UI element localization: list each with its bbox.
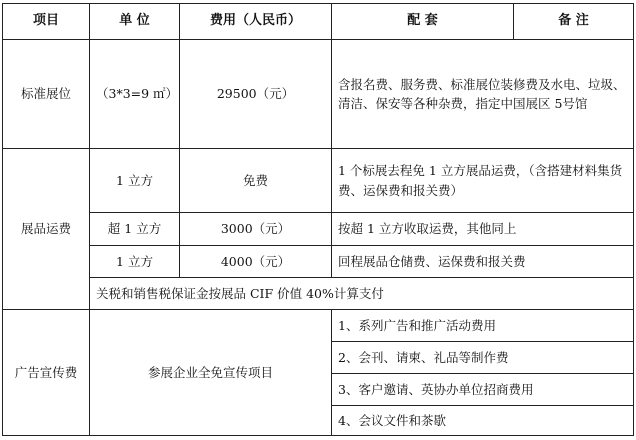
shipping-unit-2: 超 1 立方 <box>90 213 180 246</box>
standard-booth-unit: （3*3=9 ㎡） <box>90 40 180 149</box>
shipping-tax-note: 关税和销售税保证金按展品 CIF 价值 40%计算支付 <box>90 278 634 310</box>
shipping-package-3: 回程展品仓储费、运保费和报关费 <box>332 246 634 278</box>
shipping-row-2 <box>3 213 634 246</box>
shipping-unit-3: 1 立方 <box>90 246 180 278</box>
header-item: 项目 <box>3 4 90 40</box>
advertising-list-item-2: 2、会刊、请柬、礼品等制作费 <box>332 342 634 374</box>
advertising-row-1 <box>3 310 634 342</box>
shipping-package-1: 1 个标展去程免 1 立方展品运费，（含搭建材料集货费、运保费和报关费） <box>332 149 634 213</box>
advertising-description: 参展企业全免宣传项目 <box>90 310 332 436</box>
shipping-fee-1: 免费 <box>180 149 332 213</box>
advertising-item: 广告宣传费 <box>3 310 90 436</box>
header-unit: 单 位 <box>90 4 180 40</box>
standard-booth-row <box>3 40 634 149</box>
shipping-row-3 <box>3 246 634 278</box>
advertising-list-item-1: 1、系列广告和推广活动费用 <box>332 310 634 342</box>
advertising-list-item-4: 4、会议文件和茶歇 <box>332 406 634 436</box>
shipping-fee-3: 4000（元） <box>180 246 332 278</box>
standard-booth-item: 标准展位 <box>3 40 90 149</box>
shipping-fee-2: 3000（元） <box>180 213 332 246</box>
shipping-package-2: 按超 1 立方收取运费，其他同上 <box>332 213 634 246</box>
shipping-item: 展品运费 <box>3 149 90 310</box>
standard-booth-package: 含报名费、服务费、标准展位装修费及水电、垃圾、清洁、保安等各种杂费，指定中国展区 5号馆 <box>332 40 634 149</box>
header-remark: 备 注 <box>514 4 634 40</box>
header-package: 配 套 <box>332 4 514 40</box>
header-fee: 费用（人民币） <box>180 4 332 40</box>
advertising-list-item-3: 3、客户邀请、英协办单位招商费用 <box>332 374 634 406</box>
standard-booth-fee: 29500（元） <box>180 40 332 149</box>
shipping-unit-1: 1 立方 <box>90 149 180 213</box>
fee-table <box>2 3 634 436</box>
shipping-row-1 <box>3 149 634 213</box>
shipping-tax-row <box>3 278 634 310</box>
header-row <box>3 4 634 40</box>
